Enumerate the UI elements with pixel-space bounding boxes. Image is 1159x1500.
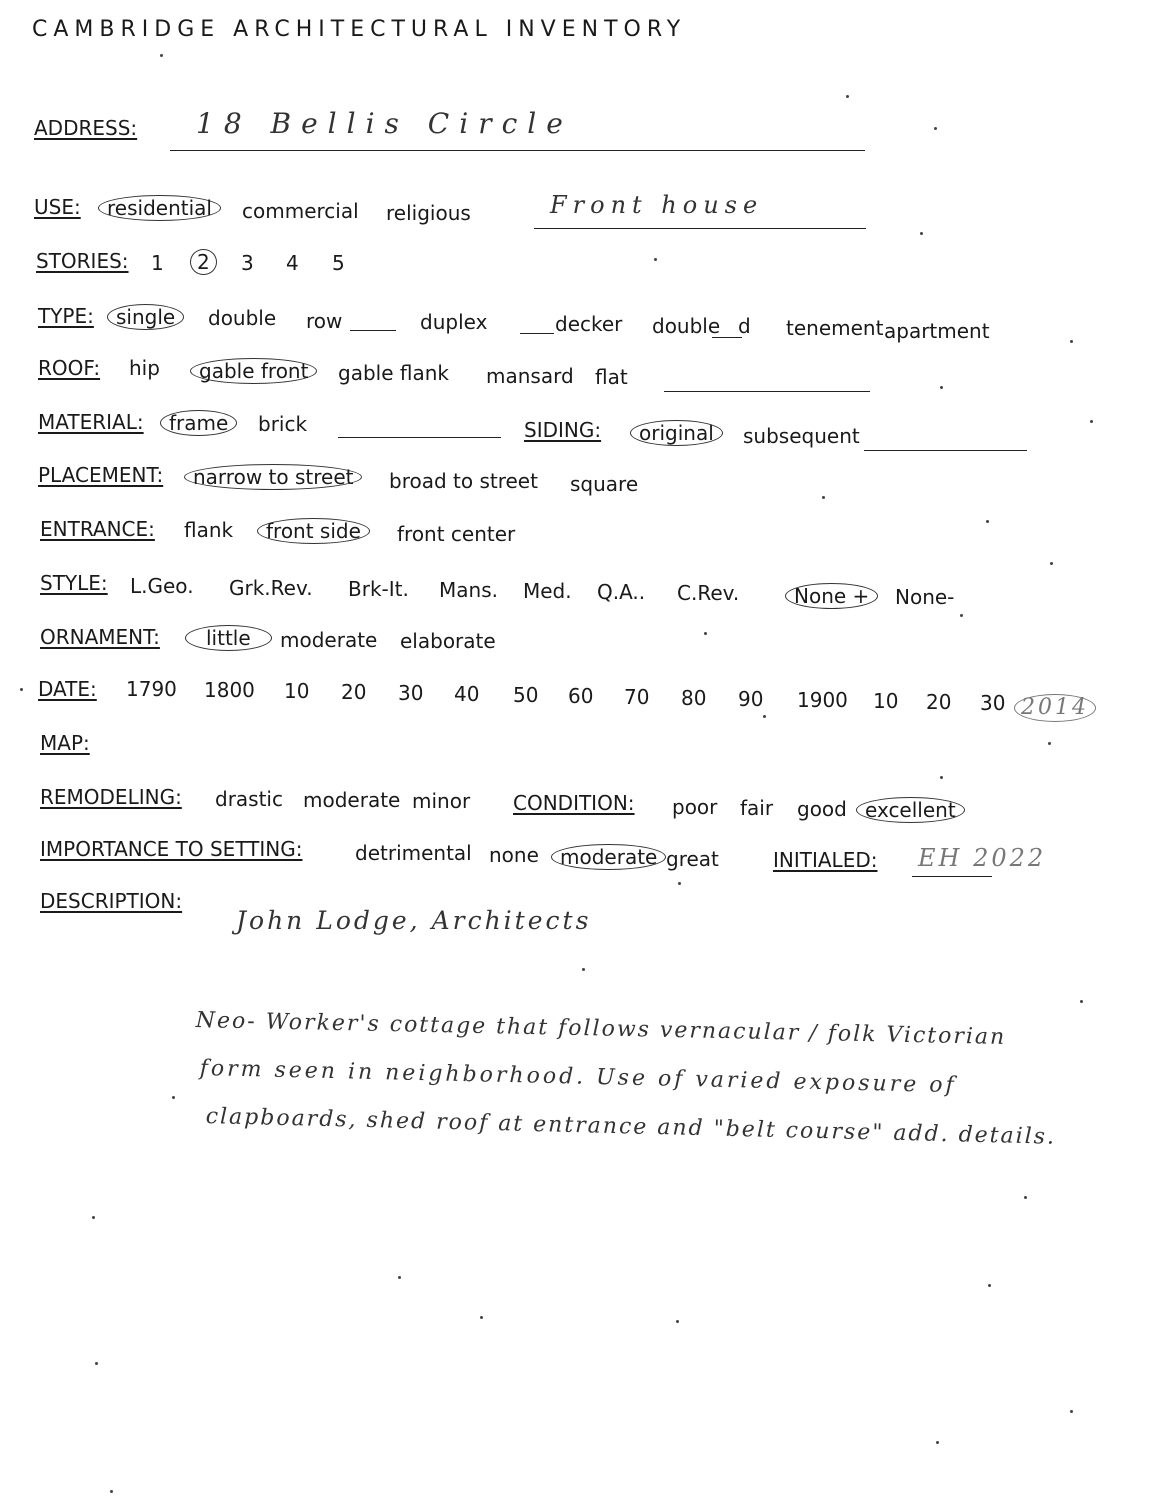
description-line: form seen in neighborhood. Use of varied exposure of xyxy=(199,1056,957,1099)
date-option: 10 xyxy=(284,679,310,703)
ornament-option-little: little xyxy=(185,625,272,651)
style-option: Q.A.. xyxy=(597,580,646,604)
use-note-line xyxy=(534,228,866,229)
scan-speck xyxy=(1050,562,1053,565)
scan-speck xyxy=(1090,420,1093,423)
entrance-option: front center xyxy=(397,522,516,546)
placement-option: square xyxy=(570,472,639,496)
entrance-label: ENTRANCE: xyxy=(40,517,155,541)
roof-option: flat xyxy=(595,365,628,389)
scan-speck xyxy=(704,632,707,635)
date-option: 50 xyxy=(513,683,539,707)
placement-option: broad to street xyxy=(389,469,538,493)
address-line xyxy=(170,150,865,151)
scan-speck xyxy=(110,1490,113,1493)
condition-option-excellent: excellent xyxy=(856,797,965,823)
material-blank-line xyxy=(338,437,501,438)
date-option: 1800 xyxy=(204,678,255,702)
scan-speck xyxy=(678,882,681,885)
style-label: STYLE: xyxy=(40,571,108,595)
scan-speck xyxy=(160,54,163,57)
importance-label: IMPORTANCE TO SETTING: xyxy=(40,837,303,861)
ornament-label: ORNAMENT: xyxy=(40,625,160,649)
roof-option-gable-front: gable front xyxy=(190,358,317,384)
description-line: Neo- Worker's cottage that follows vernacular / folk Victorian xyxy=(195,1008,1007,1050)
initialed-value: EH 2022 xyxy=(918,844,1047,872)
condition-option: fair xyxy=(740,796,774,820)
siding-option: subsequent xyxy=(743,424,860,448)
scan-speck xyxy=(398,1276,401,1279)
style-option: Mans. xyxy=(439,578,498,602)
scan-speck xyxy=(92,1216,95,1219)
scan-speck xyxy=(582,968,585,971)
scan-speck xyxy=(172,1096,175,1099)
scan-speck xyxy=(986,520,989,523)
importance-option: detrimental xyxy=(355,841,472,865)
type-option: tenement xyxy=(786,316,884,340)
scan-speck xyxy=(934,127,937,130)
scan-speck xyxy=(822,496,825,499)
scan-speck xyxy=(988,1284,991,1287)
ornament-option: elaborate xyxy=(400,629,496,653)
type-option: apartment xyxy=(884,319,990,343)
type-option: double xyxy=(652,314,721,338)
use-option-religious: religious xyxy=(386,201,471,225)
material-option-frame: frame xyxy=(160,410,237,436)
form-title: CAMBRIDGE ARCHITECTURAL INVENTORY xyxy=(32,17,687,42)
scan-speck xyxy=(920,232,923,235)
type-blank-line xyxy=(350,330,396,331)
type-label: TYPE: xyxy=(38,304,94,328)
use-label: USE: xyxy=(34,195,81,219)
stories-option: 4 xyxy=(286,251,299,275)
date-option: 30 xyxy=(398,681,424,705)
scan-speck xyxy=(676,1320,679,1323)
initialed-label: INITIALED: xyxy=(773,848,878,872)
entrance-option-front-side: front side xyxy=(257,518,370,544)
type-blank-line xyxy=(520,333,554,334)
date-option: 20 xyxy=(926,690,952,714)
scan-speck xyxy=(480,1316,483,1319)
material-option: brick xyxy=(258,412,308,436)
scan-speck xyxy=(95,1362,98,1365)
roof-option: gable flank xyxy=(338,361,449,385)
stories-option: 3 xyxy=(241,251,254,275)
date-option: 80 xyxy=(681,686,707,710)
roof-blank-line xyxy=(664,391,870,392)
placement-option-narrow: narrow to street xyxy=(184,464,362,490)
type-option: double xyxy=(208,306,277,330)
scan-speck xyxy=(1048,742,1051,745)
style-option: L.Geo. xyxy=(130,574,194,598)
scan-speck xyxy=(20,688,23,691)
type-option: duplex xyxy=(420,310,488,334)
condition-option: good xyxy=(797,797,847,821)
siding-option-original: original xyxy=(630,420,723,446)
scan-speck xyxy=(763,715,766,718)
remodeling-option: minor xyxy=(412,789,471,813)
ornament-option: moderate xyxy=(280,628,378,652)
condition-label: CONDITION: xyxy=(513,791,635,815)
description-label: DESCRIPTION: xyxy=(40,889,183,913)
remodeling-option: moderate xyxy=(303,788,401,812)
style-option: Med. xyxy=(523,579,572,603)
description-line: clapboards, shed roof at entrance and "belt course" add. details. xyxy=(205,1104,1057,1150)
style-option: Brk-It. xyxy=(348,577,409,601)
date-option: 90 xyxy=(738,687,764,711)
date-option: 20 xyxy=(341,680,367,704)
type-option-single: single xyxy=(107,304,184,330)
roof-option: hip xyxy=(129,356,160,380)
description-architect: John Lodge, Architects xyxy=(236,906,592,935)
importance-option-moderate: moderate xyxy=(551,844,666,870)
date-written: 2014 xyxy=(1014,694,1096,722)
stories-option: 5 xyxy=(332,251,345,275)
material-label: MATERIAL: xyxy=(38,410,144,434)
use-note: Front house xyxy=(550,191,764,219)
remodeling-option: drastic xyxy=(215,787,283,811)
roof-label: ROOF: xyxy=(38,356,101,380)
entrance-option: flank xyxy=(184,518,234,542)
style-option-none-plus: None + xyxy=(785,583,878,609)
date-option: 70 xyxy=(624,685,650,709)
scan-speck xyxy=(940,776,943,779)
scan-speck xyxy=(1080,1000,1083,1003)
date-option: 30 xyxy=(980,691,1006,715)
initialed-line xyxy=(912,876,992,877)
scan-speck xyxy=(1070,1410,1073,1413)
address-value: 18 Bellis Circle xyxy=(196,107,573,140)
style-option: C.Rev. xyxy=(677,581,740,605)
use-option-commercial: commercial xyxy=(242,199,359,223)
importance-option: great xyxy=(666,847,719,871)
scan-speck xyxy=(1070,340,1073,343)
type-option: row xyxy=(306,309,343,333)
date-option: 10 xyxy=(873,689,899,713)
condition-option: poor xyxy=(672,795,718,819)
scan-speck xyxy=(940,386,943,389)
date-label: DATE: xyxy=(38,677,97,701)
roof-option: mansard xyxy=(486,364,574,388)
stories-option: 1 xyxy=(151,251,164,275)
date-option: 60 xyxy=(568,684,594,708)
scan-speck xyxy=(1024,1196,1027,1199)
stories-option-selected: 2 xyxy=(190,249,217,275)
scan-speck xyxy=(960,614,963,617)
remodeling-label: REMODELING: xyxy=(40,785,182,809)
scan-speck xyxy=(936,1441,939,1444)
placement-label: PLACEMENT: xyxy=(38,463,164,487)
use-option-residential: residential xyxy=(98,195,221,221)
type-option: decker xyxy=(555,312,623,336)
scan-speck xyxy=(846,95,849,98)
scan-speck xyxy=(654,258,657,261)
type-option: d xyxy=(738,314,751,338)
style-option: Grk.Rev. xyxy=(229,576,313,600)
date-option: 1900 xyxy=(797,688,848,712)
style-option: None- xyxy=(895,585,955,609)
date-option: 1790 xyxy=(126,677,177,701)
map-label: MAP: xyxy=(40,731,90,755)
siding-label: SIDING: xyxy=(524,418,602,442)
siding-blank-line xyxy=(864,450,1027,451)
date-option: 40 xyxy=(454,682,480,706)
importance-option: none xyxy=(489,843,539,867)
stories-label: STORIES: xyxy=(36,249,129,273)
address-label: ADDRESS: xyxy=(34,116,138,140)
